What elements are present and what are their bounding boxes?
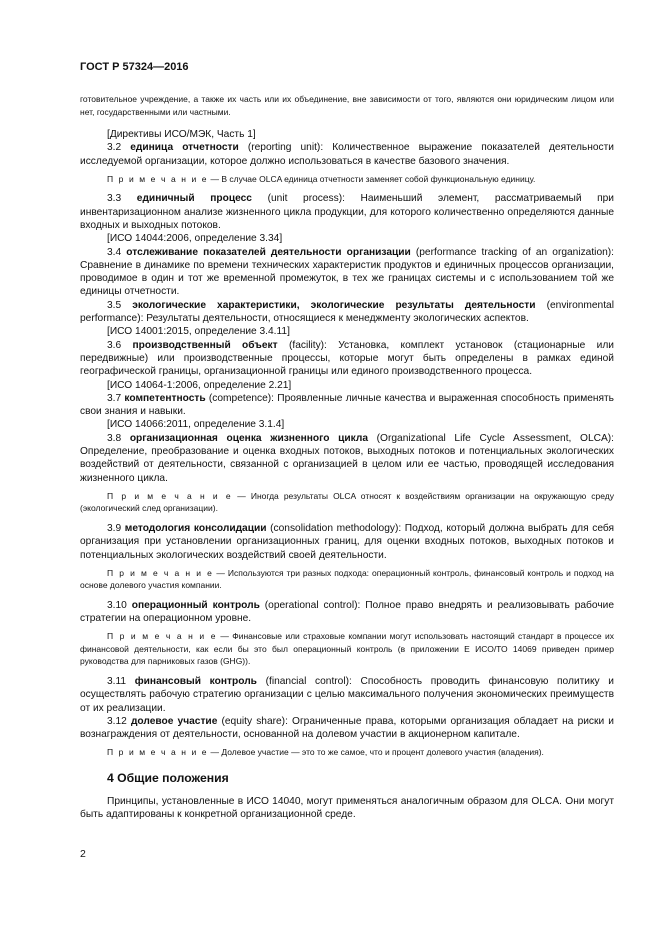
section-4-text: Принципы, установленные в ИСО 14040, могут применяться аналогичным образом для OLCA. Они могут быть адаптированы к конкретной организационной среде. — [80, 796, 614, 821]
continuation-text: готовительное учреждение, а также их часть или их объединение, вне зависимости от того, являются они юридическим лицом или нет, государственными или частными. — [80, 94, 614, 117]
reference-3-7: [ИСО 14066:2011, определение 3.1.4] — [107, 419, 285, 431]
reference-3-5: [ИСО 14001:2015, определение 3.4.11] — [107, 326, 290, 338]
standard-header: ГОСТ Р 57324—2016 — [80, 61, 189, 73]
term-3-10: 3.10 операционный контроль (operational control): Полное право внедрять и реализовывать рабочие стратегии на операционном уровне. — [80, 599, 614, 625]
term-3-8: 3.8 организационная оценка жизненного цикла (Organizational Life Cycle Assessment, OLCA): Определение, преобразование и оценка входных потоков, выходных потоков и потенциальных экологических воздействий от деятельности, связанной с организацией в целом или ее частью, проводящей исследования жизненного цикла. — [80, 432, 614, 484]
note-3-8: П р и м е ч а н и е — Иногда результаты OLCA относят к воздействиям организации на окружающую среду (экологический след организации). — [80, 490, 615, 514]
term-3-5: 3.5 экологические характеристики, экологические результаты деятельности (environmental performance): Результаты деятельности, относящиеся к менеджменту экологических аспектов. — [80, 299, 614, 325]
term-3-4: 3.4 отслеживание показателей деятельности организации (performance tracking of an organization): Сравнение в динамике по времени технических характеристик продуктов и единичных процессов организации, проводимое в один и тот же временной промежуток, в тех же границах системы и с использованием той же единицы отчетности. — [80, 246, 614, 298]
term-3-11: 3.11 финансовый контроль (financial control): Способность проводить финансовую политику и осуществлять рабочую стратегию организации с целью максимального получения экономических преимуществ от их реализации. — [80, 675, 615, 714]
reference-iso-iec-directives: [Директивы ИСО/МЭК, Часть 1] — [107, 129, 256, 140]
note-3-12: П р и м е ч а н и е — Долевое участие — это то же самое, что и процент долевого участия (владения). — [107, 747, 544, 758]
page-number: 2 — [80, 848, 86, 860]
note-3-2: П р и м е ч а н и е — В случае OLCA единица отчетности заменяет собой функциональную единицу. — [107, 173, 536, 184]
reference-3-3: [ИСО 14044:2006, определение 3.34] — [107, 233, 283, 245]
note-3-10: П р и м е ч а н и е — Финансовые или страховые компании могут использовать настоящий стандарт в процессе их финансовой деятельности, как если бы это был операционный контроль (в приложении Е ИСО/ТО 14069 приведен пример руководства для парниковых газов (GHG)). — [80, 631, 614, 667]
term-3-2: 3.2 единица отчетности (reporting unit): Количественное выражение показателей деятельности исследуемой организации, которое должно использоваться в качестве базового значения. — [80, 142, 614, 167]
page-content — [80, 93, 614, 822]
term-3-9: 3.9 методология консолидации (consolidation methodology): Подход, который должна выбрать для себя организация при установлении организационных границ, для оценки входных потоков, выходных потоков и потенциальных экологических воздействий своей деятельности. — [80, 522, 614, 561]
note-3-9: П р и м е ч а н и е — Используются три разных подхода: операционный контроль, финансовый контроль и подход на основе долевого участия компании. — [80, 567, 614, 591]
section-4-title: 4 Общие положения — [107, 770, 229, 785]
reference-3-6: [ИСО 14064-1:2006, определение 2.21] — [107, 379, 292, 391]
term-3-3: 3.3 единичный процесс (unit process): Наименьший элемент, рассматриваемый при инвентаризационном анализе жизненного цикла продукции, для которого количественно определяются данные входных и выходных потоков. — [80, 193, 614, 231]
term-3-7: 3.7 компетентность (competence): Проявленные личные качества и выраженная способность применять свои знания и навыки. — [80, 392, 614, 418]
term-3-12: 3.12 долевое участие (equity share): Ограниченные права, которыми организация обладает на риски и вознаграждения от деятельности, основанной на долевом участии в акционерном капитале. — [80, 715, 614, 741]
term-3-6: 3.6 производственный объект (facility): Установка, комплект установок (стационарные или передвижные) или производственные процессы, которые могут быть определены в рамках единой географической границы, организационной границы или единого производственного процесса. — [80, 339, 614, 378]
